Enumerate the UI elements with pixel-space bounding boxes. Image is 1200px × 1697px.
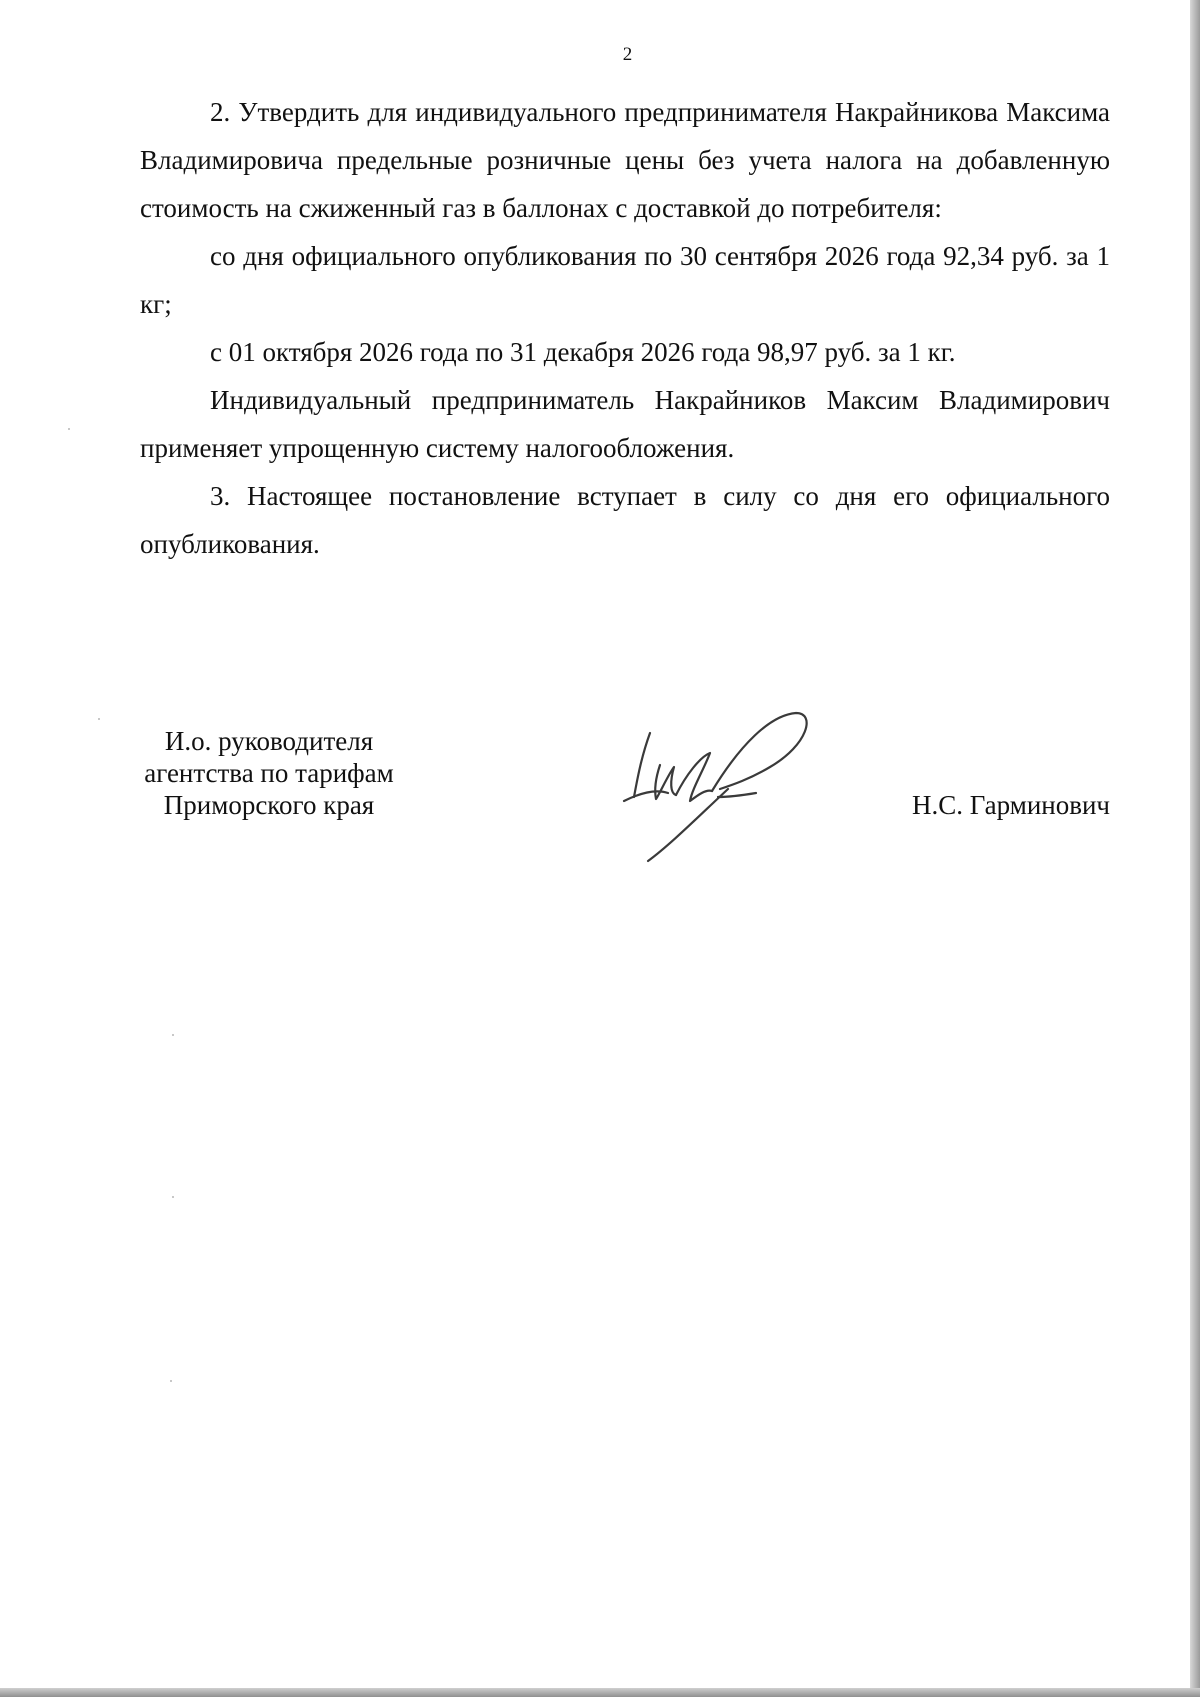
paragraph-item-2: 2. Утвердить для индивидуального предпринимателя Накрайникова Максима Владимировича предельные розничные цены без учета налога на добавленную стоимость на сжиженный газ в баллонах с доставкой до потребителя: (140, 97, 1110, 223)
signatory-position (135, 725, 403, 821)
signatory-position-line2: агентства по тарифам (144, 758, 394, 788)
signatory-position-line1: И.о. руководителя (164, 726, 374, 756)
paragraph-price-period-2: с 01 октября 2026 года по 31 декабря 2026 года 98,97 руб. за 1 кг. (210, 337, 956, 367)
scan-edge-right (1190, 0, 1200, 1697)
scan-speck (68, 428, 70, 430)
signatory-position-line3: Приморского края (163, 790, 375, 820)
page-number: 2 (622, 44, 633, 65)
scan-speck (170, 1380, 172, 1382)
scan-speck (172, 1034, 174, 1036)
scan-edge-bottom (0, 1688, 1200, 1697)
document-body (140, 88, 1110, 568)
paragraph-price-period-1: со дня официального опубликования по 30 сентября 2026 года 92,34 руб. за 1 кг; (140, 241, 1110, 319)
scan-speck (98, 718, 100, 720)
signatory-name: Н.С. Гарминович (911, 790, 1110, 820)
handwritten-signature (620, 705, 820, 865)
scan-speck (172, 1196, 174, 1198)
paragraph-tax-system: Индивидуальный предприниматель Накрайников Максим Владимирович применяет упрощенную систему налогообложения. (140, 385, 1110, 463)
paragraph-item-3: 3. Настоящее постановление вступает в силу со дня его официального опубликования. (140, 481, 1110, 559)
